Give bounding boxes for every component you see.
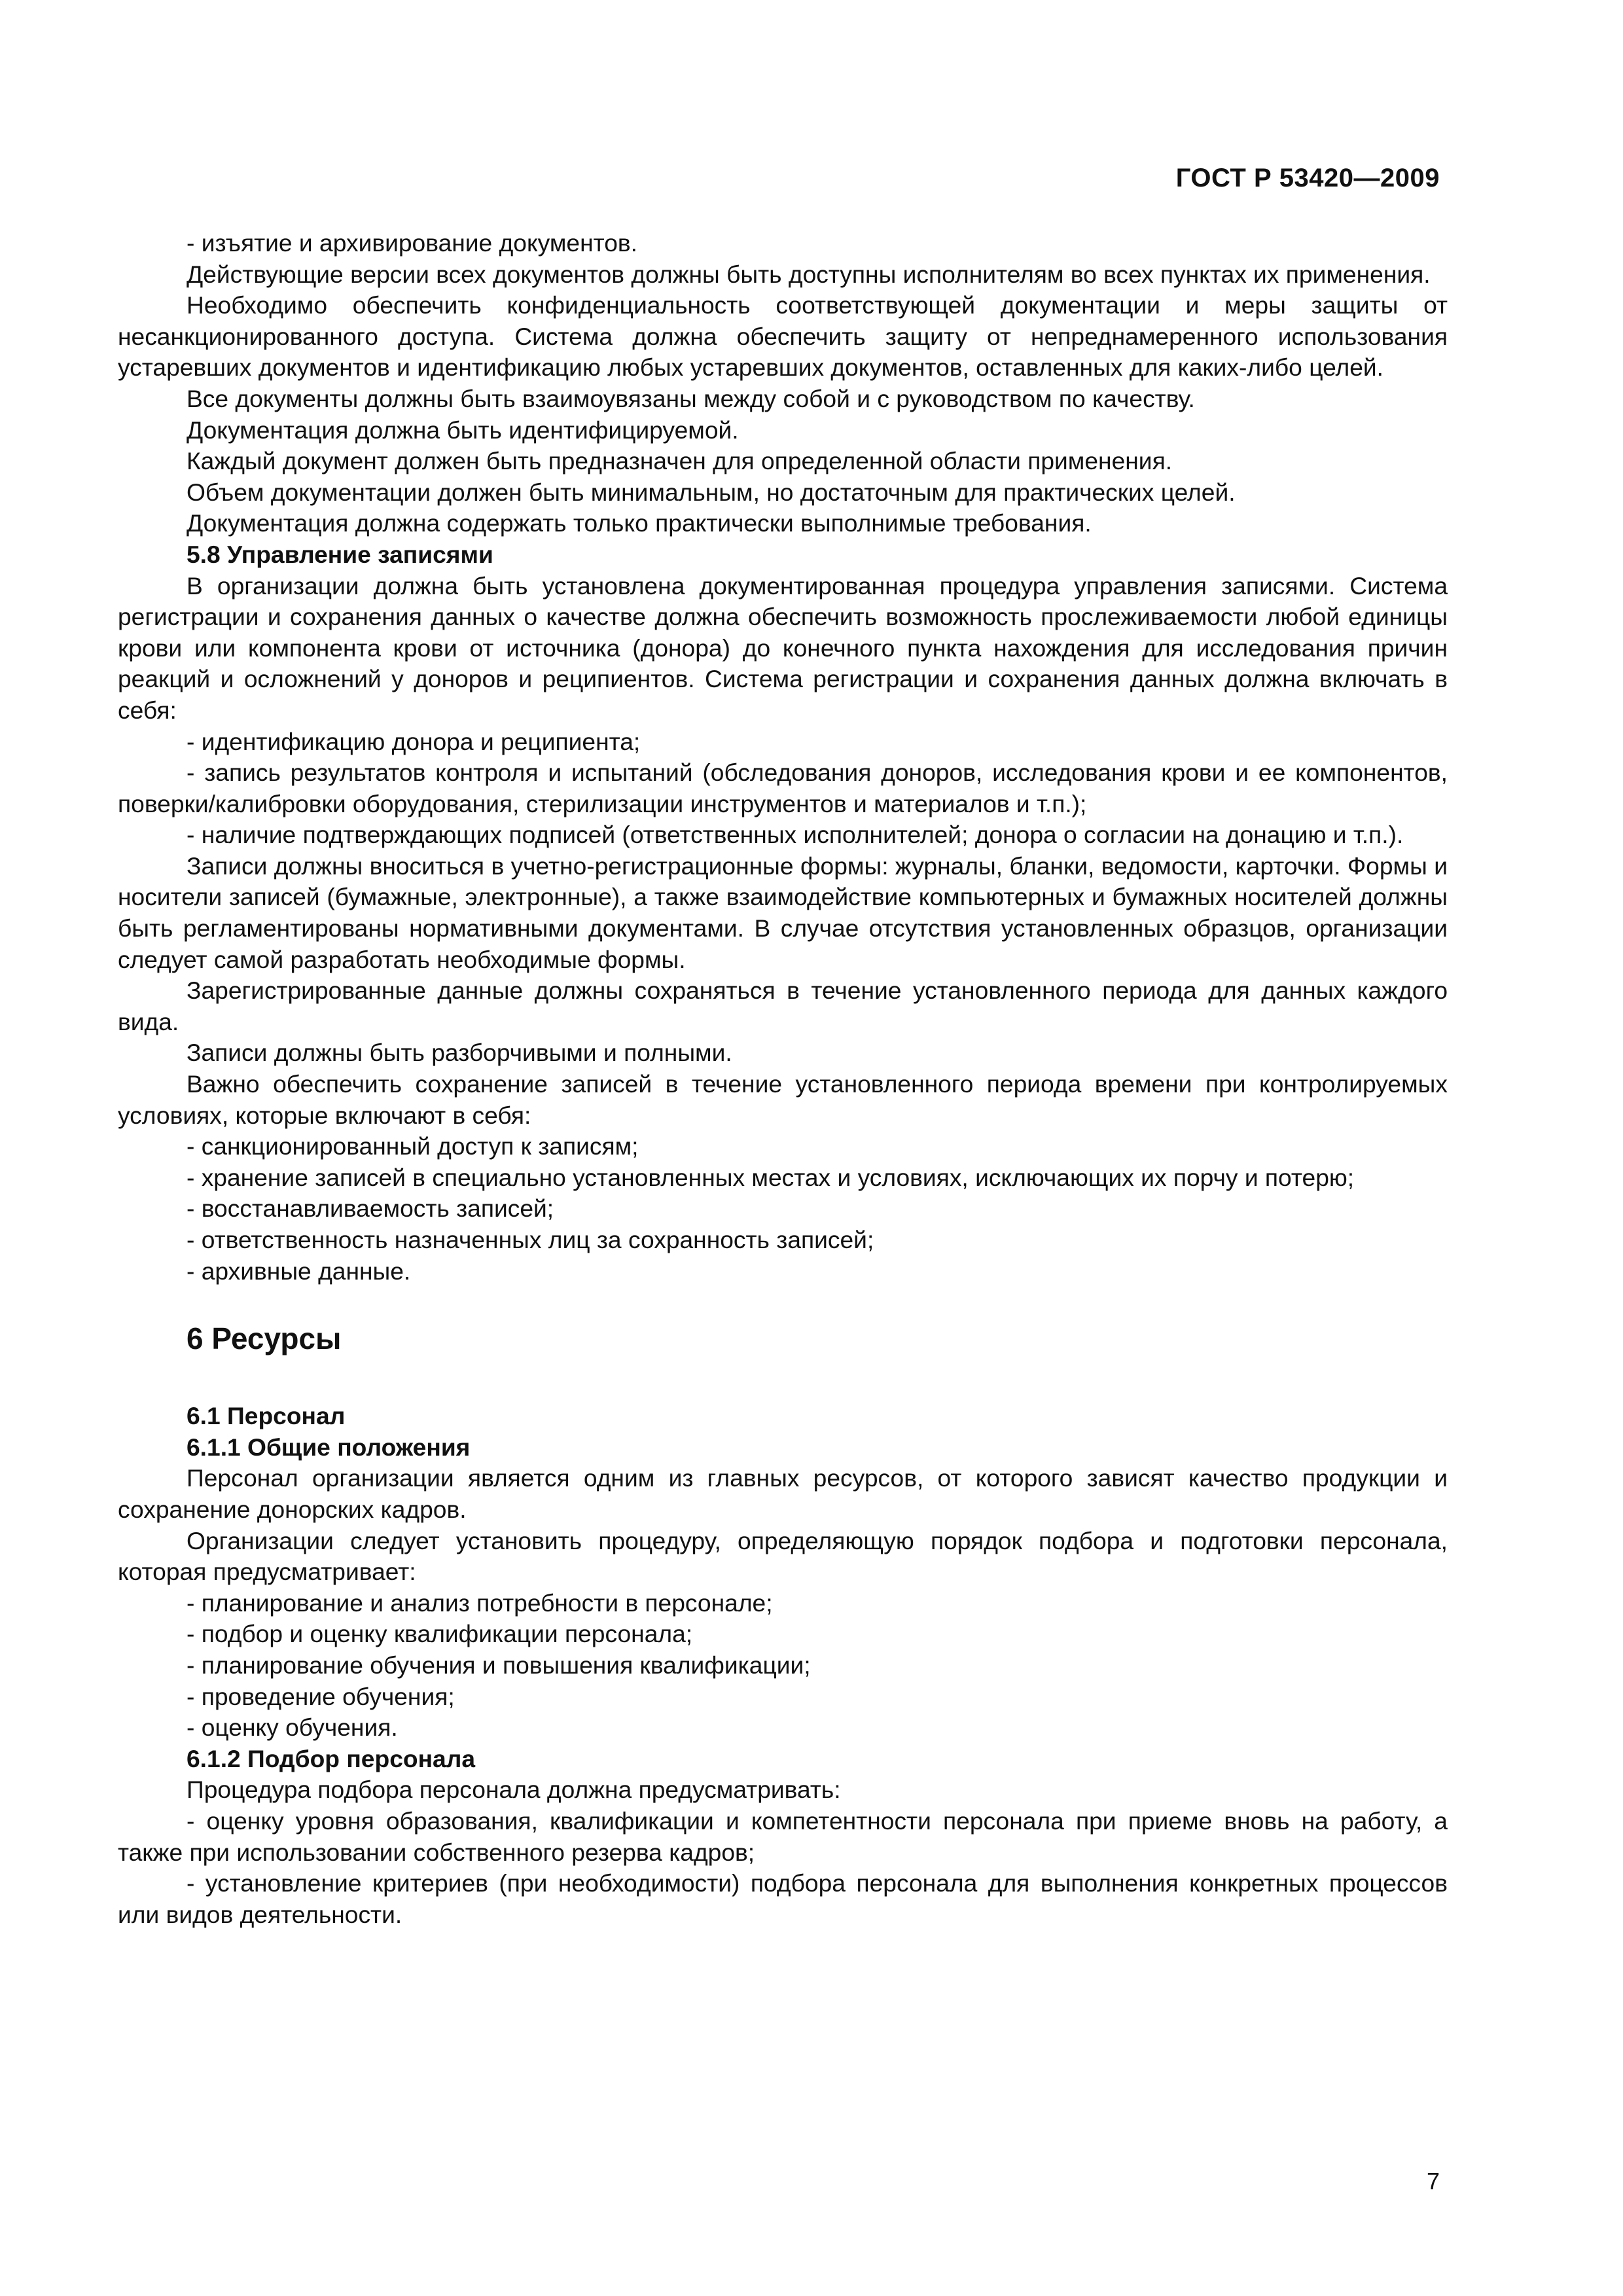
list-item: - изъятие и архивирование документов.	[187, 229, 637, 257]
list-item: - наличие подтверждающих подписей (ответственных исполнителей; донора о согласии на донацию и т.п.).	[187, 821, 1404, 849]
paragraph: В организации должна быть установлена документированная процедура управления записями. Система регистрации и сохранения данных о качестве должна обеспечить возможность прослеживаемости любой единицы крови или компонента крови от источника (донора) до конечного пункта нахождения для исследования причин реакций и осложнений у доноров и реципиентов. Система регистрации и сохранения данных должна включать в себя:	[118, 571, 1448, 724]
paragraph: Записи должны быть разборчивыми и полными.	[187, 1039, 732, 1067]
document-code: ГОСТ Р 53420—2009	[1175, 164, 1440, 192]
list-item: - установление критериев (при необходимости) подбора персонала для выполнения конкретных процессов или видов деятельности.	[118, 1869, 1448, 1928]
list-item: - проведение обучения;	[187, 1682, 455, 1710]
paragraph: Персонал организации является одним из главных ресурсов, от которого зависят качество продукции и сохранение донорских кадров.	[118, 1464, 1448, 1523]
list-item: - архивные данные.	[187, 1257, 411, 1285]
page-body	[118, 228, 1448, 1930]
list-item: - подбор и оценку квалификации персонала;	[187, 1620, 693, 1648]
paragraph: Необходимо обеспечить конфиденциальность соответствующей документации и меры защиты от несанкционированного доступа. Система должна обеспечить защиту от непреднамеренного использования устаревших документов и идентификацию любых устаревших документов, оставленных для каких-либо целей.	[118, 291, 1448, 382]
paragraph: Документация должна содержать только практически выполнимые требования.	[187, 509, 1092, 537]
subsection-heading: 5.8 Управление записями	[187, 540, 493, 568]
paragraph: Записи должны вноситься в учетно-регистрационные формы: журналы, бланки, ведомости, карточки. Формы и носители записей (бумажные, электронные), а также взаимодействие компьютерных и бумажных носителей должны быть регламентированы нормативными документами. В случае отсутствия установленных образцов, организации следует самой разработать необходимые формы.	[118, 852, 1448, 973]
list-item: - планирование и анализ потребности в персонале;	[187, 1588, 773, 1617]
list-item: - хранение записей в специально установленных местах и условиях, исключающих их порчу и потерю;	[187, 1163, 1355, 1191]
paragraph: Зарегистрированные данные должны сохраняться в течение установленного периода для данных каждого вида.	[118, 977, 1448, 1035]
subsection-heading: 6.1 Персонал	[187, 1402, 346, 1430]
paragraph: Все документы должны быть взаимоувязаны между собой и с руководством по качеству.	[187, 384, 1195, 412]
list-item: - ответственность назначенных лиц за сохранность записей;	[187, 1226, 874, 1253]
section-heading: 6 Ресурсы	[187, 1321, 342, 1356]
paragraph: Важно обеспечить сохранение записей в течение установленного периода времени при контролируемых условиях, которые включают в себя:	[118, 1070, 1448, 1129]
list-item: - восстанавливаемость записей;	[187, 1194, 554, 1223]
paragraph: Документация должна быть идентифицируемой.	[187, 416, 739, 444]
list-item: - запись результатов контроля и испытаний (обследования доноров, исследования крови и ее компонентов, поверки/калибровки оборудования, стерилизации инструментов и материалов и т.п.);	[118, 759, 1448, 817]
list-item: - идентификацию донора и реципиента;	[187, 727, 641, 755]
paragraph: Каждый документ должен быть предназначен для определенной области применения.	[187, 447, 1173, 475]
list-item: - санкционированный доступ к записям;	[187, 1132, 639, 1160]
list-item: - планирование обучения и повышения квалификации;	[187, 1651, 811, 1679]
page-number: 7	[1426, 2168, 1440, 2195]
list-item: - оценку уровня образования, квалификации и компетентности персонала при приеме вновь на работу, а также при использовании собственного резерва кадров;	[118, 1806, 1448, 1866]
paragraph: Объем документации должен быть минимальным, но достаточным для практических целей.	[187, 478, 1236, 506]
paragraph: Действующие версии всех документов должны быть доступны исполнителям во всех пунктах их применения.	[187, 260, 1431, 288]
paragraph: Процедура подбора персонала должна предусматривать:	[187, 1776, 841, 1804]
subsection-heading: 6.1.1 Общие положения	[187, 1433, 471, 1461]
subsection-heading: 6.1.2 Подбор персонала	[187, 1744, 476, 1772]
paragraph: Организации следует установить процедуру, определяющую порядок подбора и подготовки персонала, которая предусматривает:	[118, 1526, 1448, 1586]
list-item: - оценку обучения.	[187, 1713, 398, 1742]
